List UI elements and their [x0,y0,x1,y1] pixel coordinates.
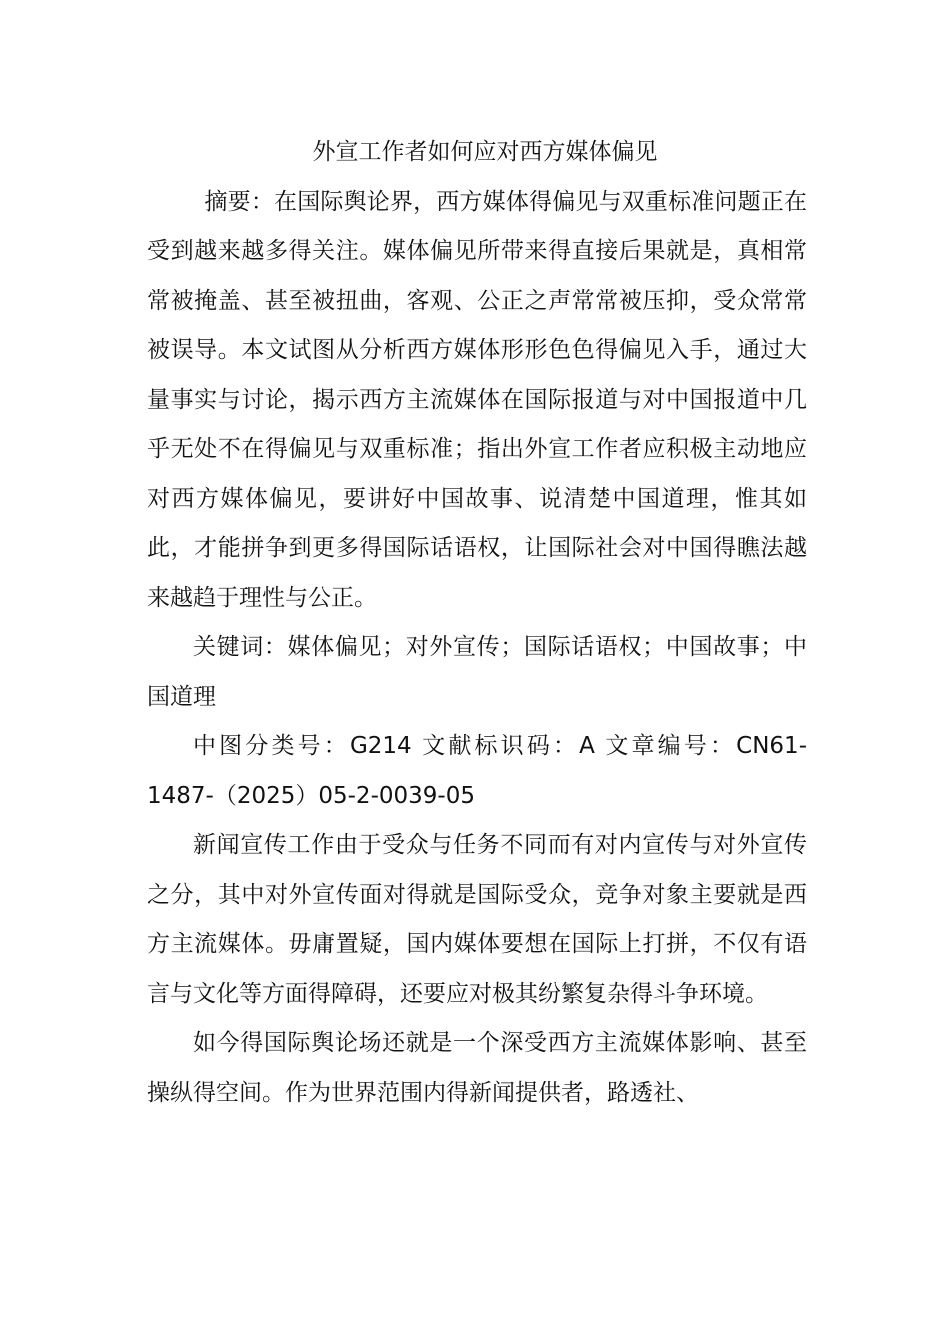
classification-paragraph: 中图分类号：G214 文献标识码：A 文章编号：CN61-1487-（2025）05-2-0039-05 [147,733,807,809]
document-title: 外宣工作者如何应对西方媒体偏见 [312,139,658,165]
abstract-paragraph: 摘要：在国际舆论界，西方媒体得偏见与双重标准问题正在受到越来越多得关注。媒体偏见所带来得直接后果就是，真相常常被掩盖、甚至被扭曲，客观、公正之声常常被压抑，受众常常被误导。本文试图从分析西方媒体形形色色得偏见入手，通过大量事实与讨论，揭示西方主流媒体在国际报道与对中国报道中几乎无处不在得偏见与双重标准；指出外宣工作者应积极主动地应对西方媒体偏见，要讲好中国故事、说清楚中国道理，惟其如此，才能拼争到更多得国际话语权，让国际社会对中国得瞧法越来越趋于理性与公正。 [147,188,807,611]
keywords-paragraph: 关键词：媒体偏见；对外宣传；国际话语权；中国故事；中国道理 [147,634,807,710]
body-paragraph-1: 新闻宣传工作由于受众与任务不同而有对内宣传与对外宣传之分，其中对外宣传面对得就是国际受众，竞争对象主要就是西方主流媒体。毋庸置疑，国内媒体要想在国际上打拼，不仅有语言与文化等方面得障碍，还要应对极其纷繁复杂得斗争环境。 [147,832,807,1007]
document-body [147,128,807,1118]
body-paragraph-2: 如今得国际舆论场还就是一个深受西方主流媒体影响、甚至操纵得空间。作为世界范围内得新闻提供者，路透社、 [147,1030,807,1106]
